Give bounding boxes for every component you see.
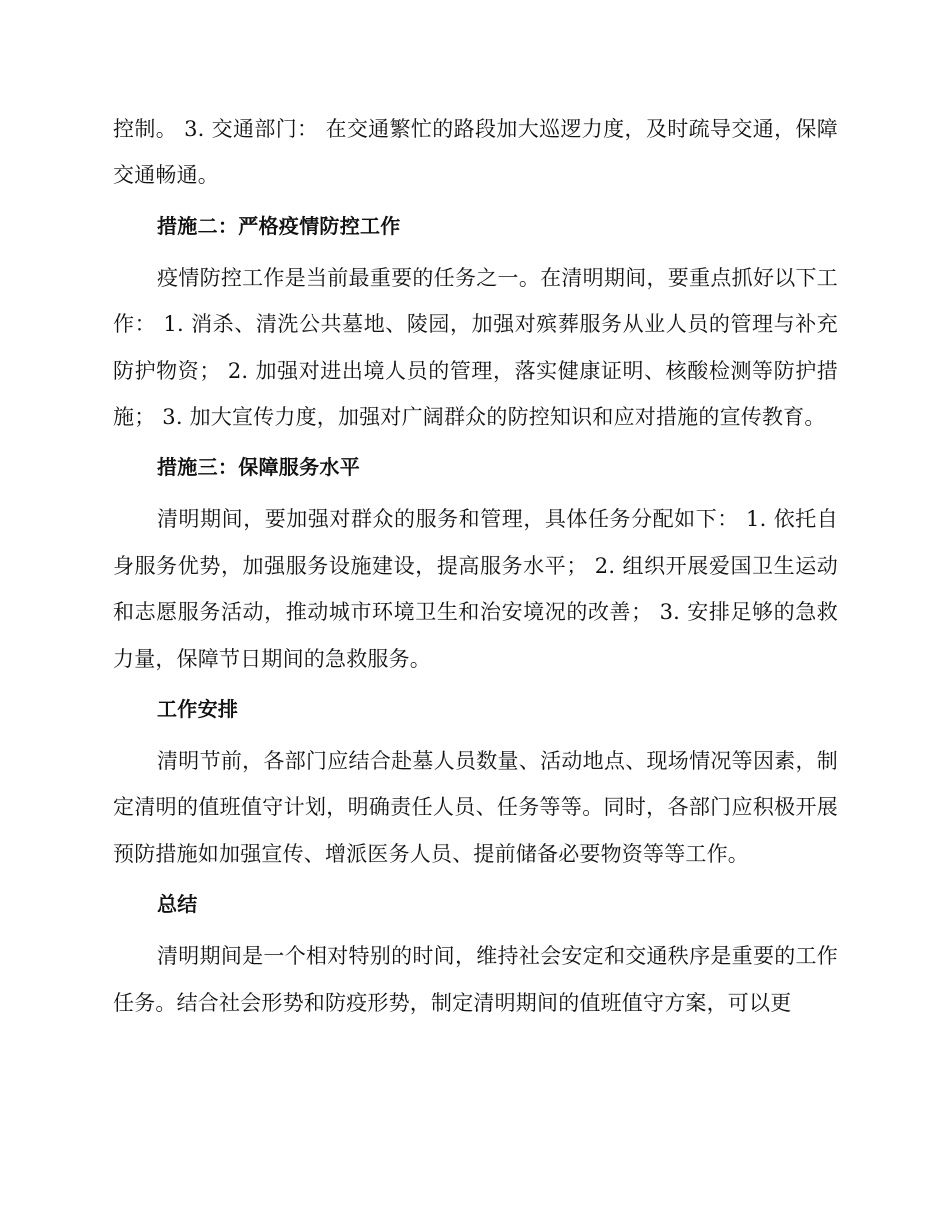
document-body [113, 106, 838, 1030]
heading-summary: 总结 [157, 892, 198, 917]
heading-measure-three: 措施三：保障服务水平 [157, 455, 360, 480]
heading-work-arrangement: 工作安排 [157, 697, 239, 722]
paragraph-work-arrangement: 清明节前，各部门应结合赴墓人员数量、活动地点、现场情况等因素，制定清明的值班值守计划，明确责任人员、任务等等。同时，各部门应积极开展预防措施如加强宣传、增派医务人员、提前储备必要物资等等工作。 [113, 749, 838, 866]
heading-measure-two: 措施二：严格疫情防控工作 [157, 213, 401, 238]
paragraph-service-level: 清明期间，要加强对群众的服务和管理，具体任务分配如下： 1. 依托自身服务优势，加强服务设施建设，提高服务水平； 2. 组织开展爱国卫生运动和志愿服务活动，推动城市环境卫生和治安境况的改善； 3. 安排足够的急救力量，保障节日期间的急救服务。 [113, 507, 838, 671]
paragraph-summary: 清明期间是一个相对特别的时间，维持社会安定和交通秩序是重要的工作任务。结合社会形势和防疫形势，制定清明期间的值班值守方案，可以更 [113, 944, 838, 1015]
paragraph-traffic-control: 控制。 3. 交通部门： 在交通繁忙的路段加大巡逻力度，及时疏导交通，保障交通畅通。 [113, 117, 838, 188]
paragraph-epidemic-control: 疫情防控工作是当前最重要的任务之一。在清明期间，要重点抓好以下工作： 1. 消杀、清洗公共墓地、陵园，加强对殡葬服务从业人员的管理与补充防护物资； 2. 加强对进出境人员的管理，落实健康证明、核酸检测等防护措施； 3. 加大宣传力度，加强对广阔群众的防控知识和应对措施的宣传教育。 [113, 265, 838, 430]
